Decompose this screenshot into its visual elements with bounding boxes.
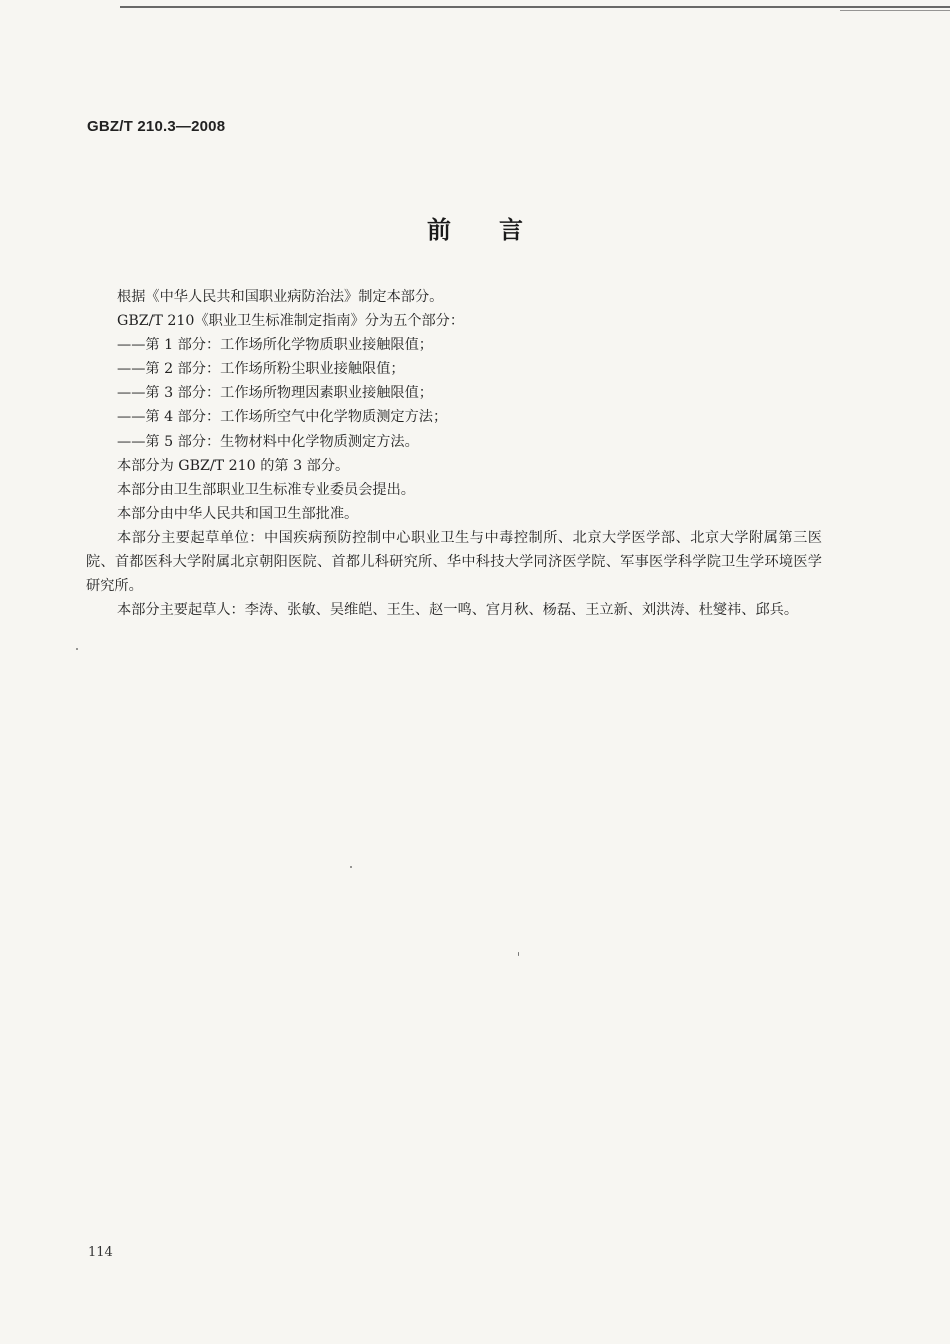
page-number: 114 — [88, 1245, 113, 1260]
paragraph-part-number: 本部分为 GBZ/T 210 的第 3 部分。 — [117, 457, 350, 474]
list-item-part-2: ——第 2 部分：工作场所粉尘职业接触限值； — [117, 361, 405, 378]
scan-edge-line — [120, 6, 950, 8]
paragraph-approved-by: 本部分由中华人民共和国卫生部批准。 — [117, 505, 359, 522]
scan-speck — [76, 648, 78, 650]
list-item-part-3: ——第 3 部分：工作场所物理因素职业接触限值； — [117, 385, 433, 402]
paragraph-drafting-units: 本部分主要起草单位：中国疾病预防控制中心职业卫生与中毒控制所、北京大学医学部、北京大学附属第三医院、首都医科大学附属北京朝阳医院、首都儿科研究所、华中科技大学同济医学院、军事医学科学院卫生学环境医学研究所。 — [86, 529, 822, 595]
paragraph-structure: GBZ/T 210《职业卫生标准制定指南》分为五个部分： — [117, 313, 465, 330]
scan-speck — [518, 952, 519, 956]
foreword-body — [86, 285, 822, 622]
list-item-part-4: ——第 4 部分：工作场所空气中化学物质测定方法； — [117, 409, 448, 426]
paragraph-proposed-by: 本部分由卫生部职业卫生标准专业委员会提出。 — [117, 481, 415, 498]
paragraph-basis: 根据《中华人民共和国职业病防治法》制定本部分。 — [117, 289, 444, 305]
scan-speck — [350, 866, 352, 868]
page-title: 前言 — [427, 216, 571, 244]
list-item-part-5: ——第 5 部分：生物材料中化学物质测定方法。 — [117, 433, 419, 450]
document-code: GBZ/T 210.3—2008 — [87, 118, 226, 135]
paragraph-drafters: 本部分主要起草人：李涛、张敏、吴维皑、王生、赵一鸣、宫月秋、杨磊、王立新、刘洪涛、杜燮祎、邱兵。 — [117, 602, 799, 619]
list-item-part-1: ——第 1 部分：工作场所化学物质职业接触限值； — [117, 337, 433, 354]
scan-edge-line-secondary — [840, 10, 950, 11]
